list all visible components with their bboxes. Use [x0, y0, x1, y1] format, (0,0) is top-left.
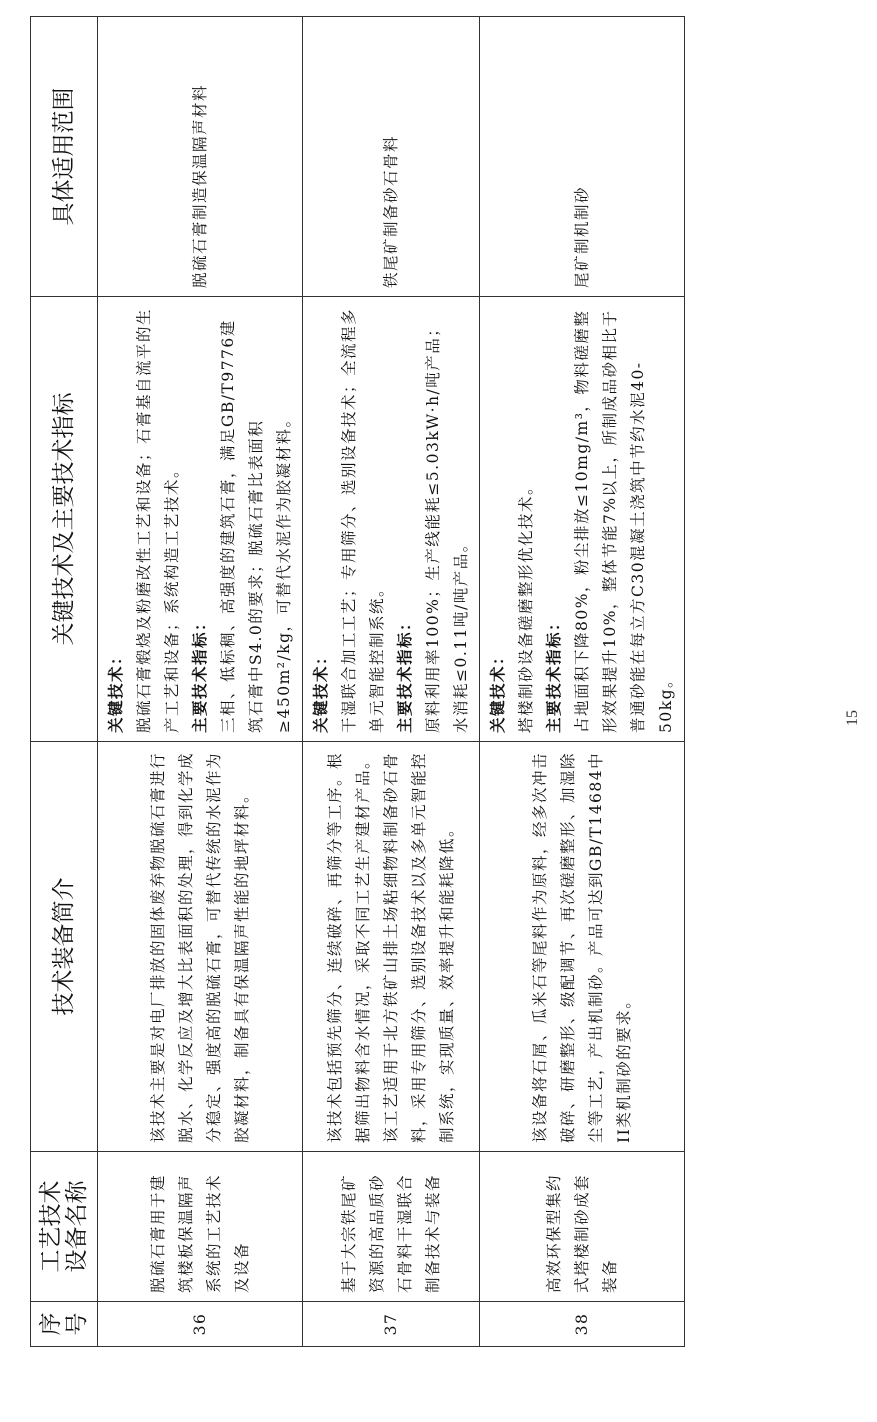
key-tech-label: 关键技术： [312, 647, 330, 733]
table-row [303, 17, 480, 1347]
key-tech-text: 塔楼制砂设备磋磨整形优化技术。 [517, 477, 535, 733]
technology-table [30, 16, 685, 1347]
table-row [480, 17, 685, 1347]
row-intro: 该技术主要是对电厂排放的固体废弃物脱硫石膏进行脱水、化学反应及增大比表面积的处理，得到化学成分稳定、强度高的脱硫石膏，可替代传统的水泥作为胶凝材料，制备具有保温隔声性能的地坪材料。 [98, 742, 303, 1152]
rotated-table-wrapper [30, 17, 675, 1347]
row-scope: 铁尾矿制备砂石骨料 [303, 17, 480, 297]
header-tech: 关键技术及主要技术指标 [31, 297, 98, 742]
row-intro: 该设备将石屑、瓜米石等尾料作为原料，经多次冲击破碎、研磨整形、级配调节、再次磋磨整形、加湿除尘等工艺，产出机制砂。产品可达到GB/T14684中II类机制砂的要求。 [480, 742, 685, 1152]
main-index-label: 主要技术指标： [191, 613, 209, 733]
row-tech [98, 297, 303, 742]
table-row [98, 17, 303, 1347]
row-scope: 尾矿制机制砂 [480, 17, 685, 297]
main-index-label: 主要技术指标： [396, 613, 414, 733]
key-tech-text: 脱硫石膏煅烧及粉磨改性工艺和设备；石膏基自流平的生产工艺和设备；系统构造工艺技术。 [135, 307, 181, 733]
row-tech [480, 297, 685, 742]
row-no: 36 [98, 1302, 303, 1347]
row-name: 高效环保型集约式塔楼制砂成套装备 [480, 1152, 685, 1302]
header-intro: 技术装备简介 [31, 742, 98, 1152]
main-index-text: 原料利用率100%；生产线能耗≤5.03kW·h/吨产品；水消耗≤0.11吨/吨产品。 [424, 319, 470, 733]
header-no: 序号 [31, 1302, 98, 1347]
main-index-label: 主要技术指标： [545, 613, 563, 733]
key-tech-label: 关键技术： [107, 647, 125, 733]
row-tech [303, 297, 480, 742]
row-no: 38 [480, 1302, 685, 1347]
row-scope: 脱硫石膏制造保温隔声材料 [98, 17, 303, 297]
main-index-text: 占地面积下降80%，粉尘排放≤10mg/m³，物料磋磨整形效果提升10%，整体节能7%以上，所制成品砂相比于普通砂能在每立方C30混凝土浇筑中节约水泥40-50kg。 [573, 309, 675, 733]
row-no: 37 [303, 1302, 480, 1347]
header-scope: 具体适用范围 [31, 17, 98, 297]
key-tech-text: 干湿联合加工工艺；专用筛分、选别设备技术；全流程多单元智能控制系统。 [340, 307, 386, 733]
row-name: 基于大宗铁尾矿资源的高品质砂石骨料干湿联合制备技术与装备 [303, 1152, 480, 1302]
row-name: 脱硫石膏用于建筑楼板保温隔声系统的工艺技术及设备 [98, 1152, 303, 1302]
row-intro: 该技术包括预先筛分、连续破碎、再筛分等工序。根据筛出物料含水情况，采取不同工艺生产建材产品。该工艺适用于北方铁矿山排土场粘细物料制备砂石骨料，采用专用筛分、选别设备技术以及多单元智能控制系统，实现质量、效率提升和能耗降低。 [303, 742, 480, 1152]
main-index-text: 三相、低标稠、高强度的建筑石膏，满足GB/T9776建筑石膏中S4.0的要求；脱硫石膏比表面积≥450m²/kg，可替代水泥作为胶凝材料。 [219, 319, 293, 733]
header-name: 工艺技术 设备名称 [31, 1152, 98, 1302]
page-number: 15 [844, 710, 861, 726]
key-tech-label: 关键技术： [489, 647, 507, 733]
header-row [31, 17, 98, 1347]
